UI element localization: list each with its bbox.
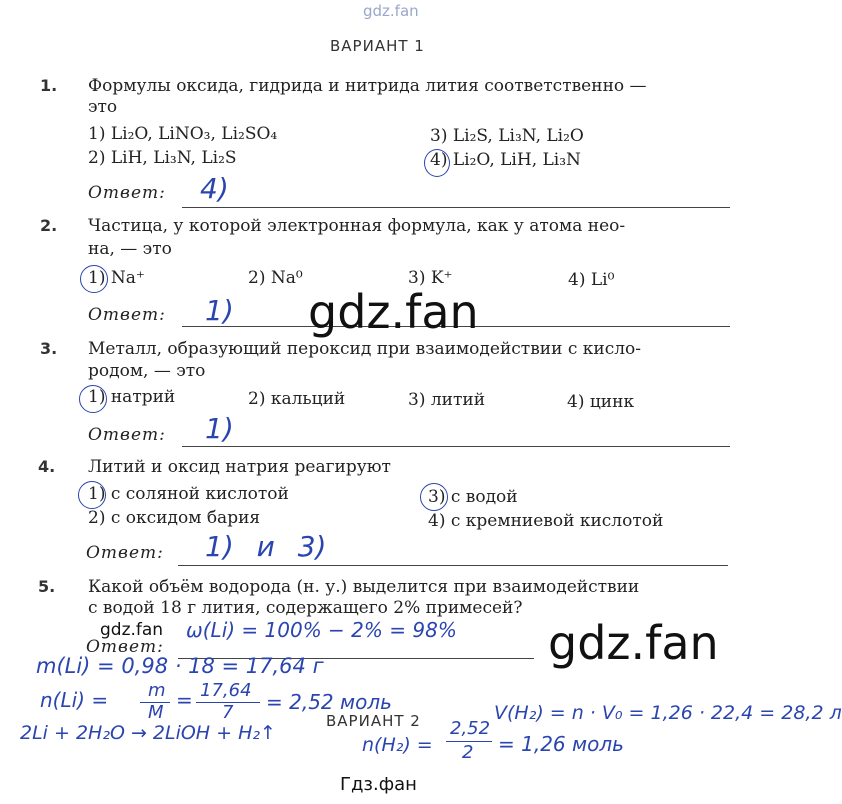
watermark-middle: gdz.fan	[308, 285, 479, 339]
question-2-handwritten-answer: 1)	[205, 294, 234, 327]
solution-volume: V(H₂) = n · V₀ = 1,26 · 22,4 = 28,2 л	[494, 702, 842, 724]
question-1-number: 1.	[40, 76, 58, 95]
question-4-option-2: 2) с оксидом бария	[88, 508, 261, 528]
question-5-text-line1: Какой объём водорода (н. у.) выделится при взаимодействии	[88, 577, 640, 597]
solution-h2-num: 2,52	[450, 718, 491, 739]
question-4-answer-line	[178, 565, 728, 566]
question-1-option-2: 2) LiH, Li₃N, Li₂S	[88, 148, 237, 168]
answer-circle-q4-option1	[78, 481, 106, 509]
solution-moles-frac-den: M	[148, 702, 164, 723]
question-5-number: 5.	[38, 577, 56, 596]
solution-moles-val-den: 7	[222, 702, 234, 723]
question-3-option-2: 2) кальций	[248, 389, 346, 409]
solution-reaction: 2Li + 2H₂O → 2LiOH + H₂↑	[20, 722, 276, 744]
solution-moles-result: = 2,52 моль	[266, 690, 392, 714]
question-4-option-1: 1) с соляной кислотой	[88, 484, 289, 504]
question-3-text-line2: родом, — это	[88, 361, 206, 381]
question-3-number: 3.	[40, 339, 58, 358]
question-1-answer-line	[182, 207, 730, 208]
question-5-answer-label: Ответ:	[86, 637, 164, 657]
question-2-option-1: 1) Na⁺	[88, 268, 145, 288]
question-2-option-4: 4) Li⁰	[568, 270, 615, 290]
solution-moles-lhs: n(Li) =	[40, 688, 109, 712]
question-2-answer-label: Ответ:	[88, 305, 166, 325]
question-1-text-line1: Формулы оксида, гидрида и нитрида лития соответственно —	[88, 76, 647, 96]
question-1-answer-label: Ответ:	[88, 183, 166, 203]
solution-h2-result: = 1,26 моль	[498, 732, 624, 756]
question-4-handwritten-answer: 1) и 3)	[205, 530, 327, 563]
solution-moles-val-num: 17,64	[200, 680, 252, 701]
question-4-option-4: 4) с кремниевой кислотой	[428, 511, 664, 531]
question-2-option-2: 2) Na⁰	[248, 268, 303, 288]
watermark-right: gdz.fan	[548, 616, 719, 670]
question-3-handwritten-answer: 1)	[205, 412, 234, 445]
solution-h2-den: 2	[462, 742, 474, 763]
question-3-answer-label: Ответ:	[88, 425, 166, 445]
variant-2-title: ВАРИАНТ 2	[326, 712, 421, 730]
solution-moles-frac-num: m	[148, 680, 166, 701]
solution-moles-eq: =	[176, 688, 193, 712]
question-2-number: 2.	[40, 216, 58, 235]
question-1-option-3: 3) Li₂S, Li₃N, Li₂O	[430, 126, 584, 146]
answer-circle-q2	[80, 265, 108, 293]
question-4-option-3: 3) с водой	[428, 487, 518, 507]
question-1-text-line2: это	[88, 97, 118, 117]
question-2-text-line2: на, — это	[88, 239, 172, 259]
question-5-text-line2: с водой 18 г лития, содержащего 2% примесей?	[88, 598, 523, 618]
question-4-text-line1: Литий и оксид натрия реагируют	[88, 457, 391, 477]
question-1-option-4: 4) Li₂O, LiH, Li₃N	[430, 150, 581, 170]
variant-title: ВАРИАНТ 1	[330, 37, 425, 55]
watermark-top: gdz.fan	[363, 2, 419, 20]
watermark-small: gdz.fan	[100, 620, 164, 640]
answer-circle-q1	[424, 149, 450, 177]
question-2-text-line1: Частица, у которой электронная формула, как у атома нео-	[88, 216, 626, 236]
question-3-option-4: 4) цинк	[567, 392, 635, 412]
question-2-option-3: 3) K⁺	[408, 268, 453, 288]
question-4-answer-label: Ответ:	[86, 543, 164, 563]
watermark-footer: Гдз.фан	[340, 774, 417, 795]
solution-omega: ω(Li) = 100% − 2% = 98%	[186, 618, 457, 642]
question-3-answer-line	[182, 446, 730, 447]
answer-circle-q3	[79, 385, 107, 413]
question-1-handwritten-answer: 4)	[200, 172, 229, 205]
answer-circle-q4-option3	[420, 483, 448, 511]
solution-mass: m(Li) = 0,98 · 18 = 17,64 г	[36, 654, 324, 678]
solution-h2-lhs: n(H₂) =	[362, 734, 433, 756]
question-1-option-1: 1) Li₂O, LiNO₃, Li₂SO₄	[88, 124, 278, 144]
question-3-option-1: 1) натрий	[88, 387, 176, 407]
question-3-option-3: 3) литий	[408, 390, 486, 410]
question-4-number: 4.	[38, 457, 56, 476]
question-3-text-line1: Металл, образующий пероксид при взаимодействии с кисло-	[88, 339, 642, 359]
